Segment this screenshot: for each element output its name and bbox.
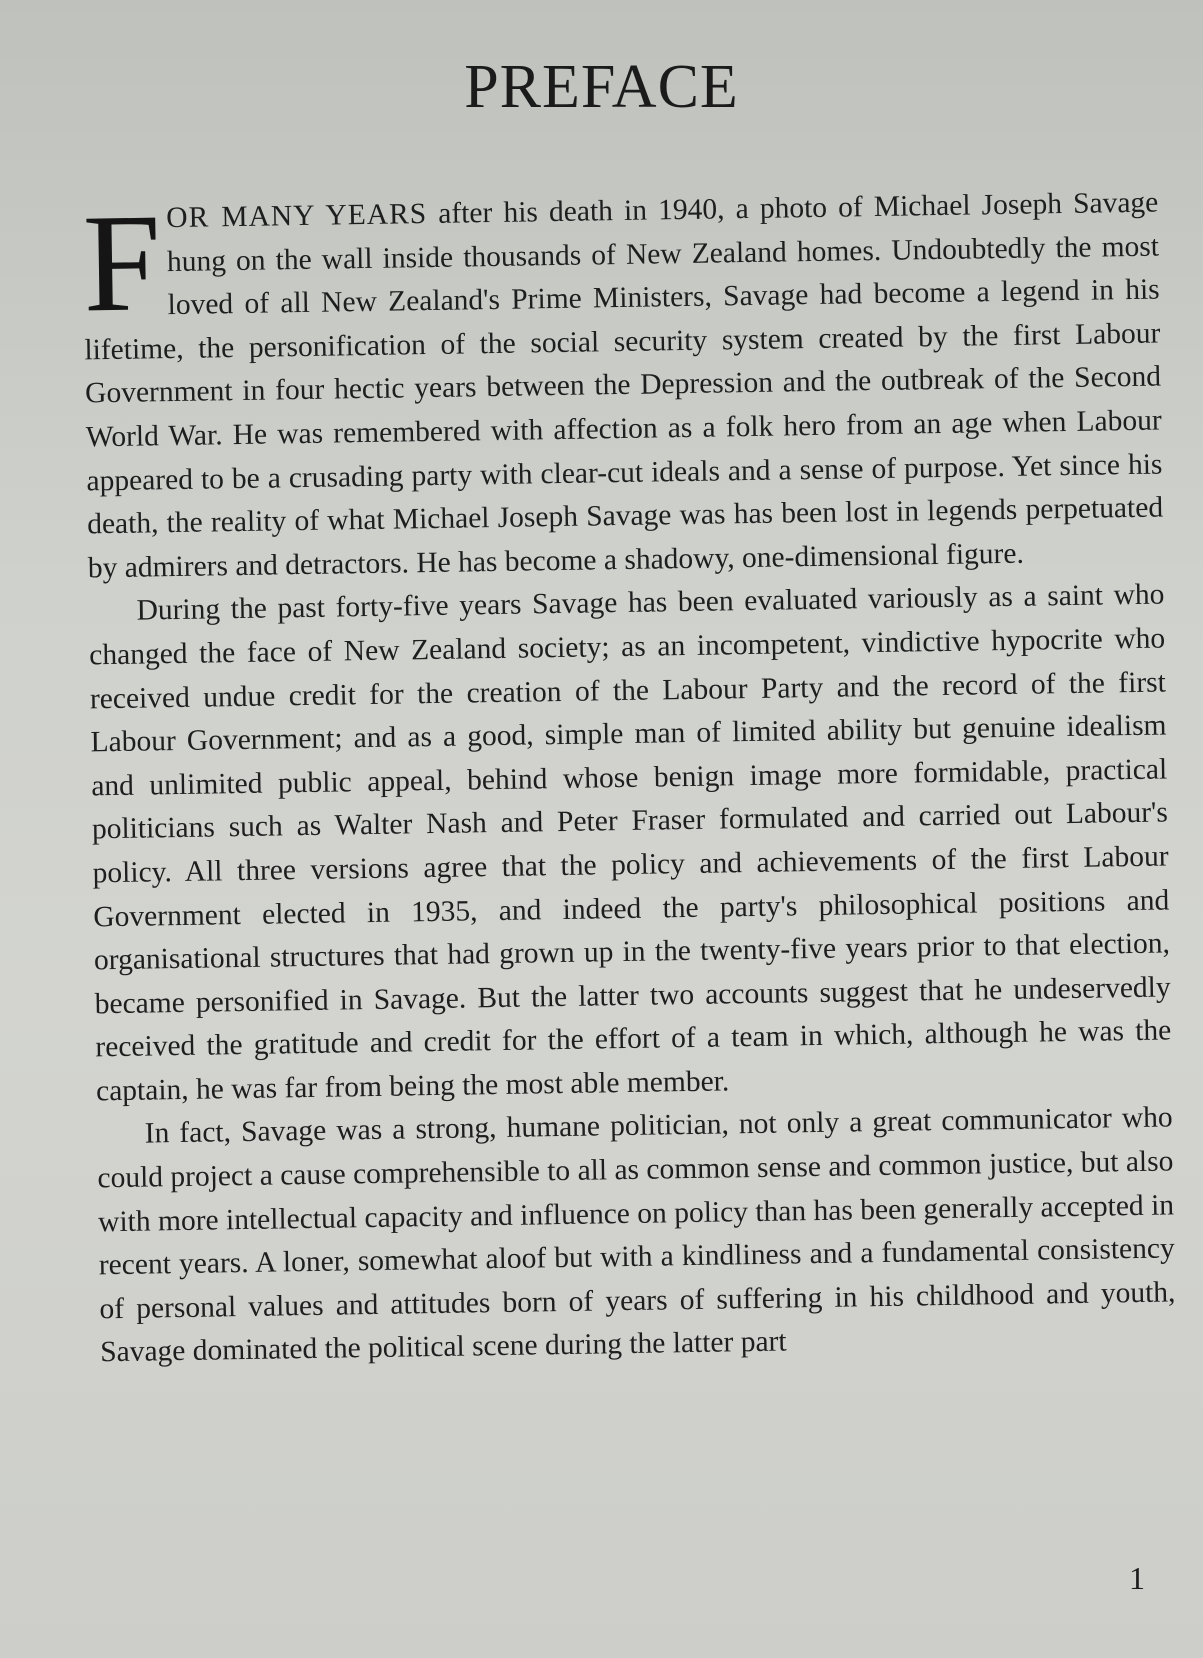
paragraph-1-text: after his death in 1940, a photo of Michael Joseph Savage hung on the wall inside thousands of New Zealand homes. Undoubtedly the most loved of all New Zealand's Prime Ministers, Savage had become a legend in his lifetime, the personification of the social security system created by the first Labour Government in four hectic years between the Depression and the outbreak of the Second World War. He was remembered with affection as a folk hero from an age when Labour appeared to be a crusading party with clear-cut ideals and a sense of purpose. Yet since his death, the reality of what Michael Joseph Savage was has been lost in legends perpetuated by admirers and detractors. He has become a shadowy, one-dimensional figure.: [84, 186, 1164, 585]
paragraph-3: In fact, Savage was a strong, humane politician, not only a great communicator who could project a cause comprehensible to all as common sense and common justice, but also with more intellectual capacity and influence on policy than has been generally accepted in recent years. A loner, somewhat aloof but with a kindliness and a fundamental consistency of personal values and attitudes born of years of suffering in his childhood and youth, Savage dominated the political scene during the latter part: [97, 1101, 1176, 1369]
drop-cap: F: [81, 185, 163, 342]
paragraph-2: During the past forty-five years Savage has been evaluated variously as a saint who changed the face of New Zealand society; as an incompetent, vindictive hypocrite who received undue credit for the creation of the Labour Party and the record of the first Labour Government; and as a good, simple man of limited ability but genuine idealism and unlimited public appeal, behind whose benign image more formidable, practical politicians such as Walter Nash and Peter Fraser formulated and carried out Labour's policy. All three versions agree that the policy and achievements of the first Labour Government elected in 1935, and indeed the party's philosophical positions and organisational structures that had grown up in the twenty-five years prior to that election, became personified in Savage. But the latter two accounts suggest that he undeservedly received the gratitude and credit for the effort of a team in which, although he was the captain, he was far from being the most able member.: [88, 578, 1172, 1108]
page-title: PREFACE: [464, 53, 739, 121]
body-text: [82, 182, 1176, 1376]
page-number: 1: [1129, 1560, 1145, 1596]
lead-caps: OR MANY YEARS: [166, 198, 428, 235]
paragraph-1: [82, 182, 1164, 591]
